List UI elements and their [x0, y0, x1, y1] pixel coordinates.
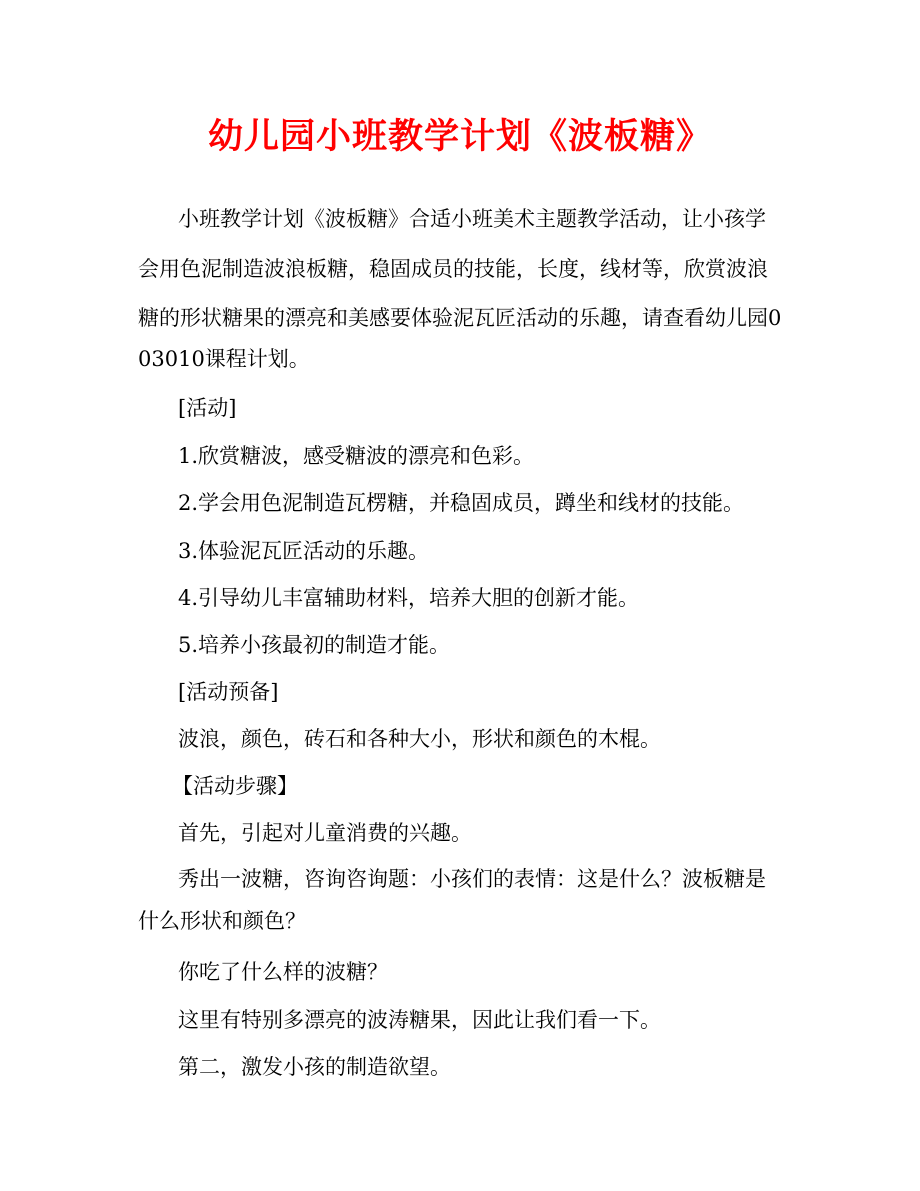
section-heading-prep: [活动预备] — [178, 680, 279, 704]
step-line-6: 第二，激发小孩的制造欲望。 — [178, 1055, 451, 1079]
section-heading-activity: [活动] — [178, 396, 237, 420]
step-line-2: 秀出一波糖，咨询咨询题：小孩们的表情：这是什么？波板糖是 — [178, 867, 766, 891]
intro-line-3: 糖的形状糖果的漂亮和美感要体验泥瓦匠活动的乐趣，请查看幼儿园0 — [138, 306, 782, 330]
goal-item-1: 1.欣赏糖波，感受糖波的漂亮和色彩。 — [178, 444, 535, 468]
goal-item-5: 5.培养小孩最初的制造才能。 — [178, 633, 451, 657]
step-line-4: 你吃了什么样的波糖？ — [178, 960, 388, 984]
document-title: 幼儿园小班教学计划《波板糖》 — [207, 116, 712, 157]
section-heading-steps: 【活动步骤】 — [172, 774, 298, 798]
goal-item-3: 3.体验泥瓦匠活动的乐趣。 — [178, 539, 430, 563]
step-line-1: 首先，引起对儿童消费的兴趣。 — [178, 821, 472, 845]
intro-line-2: 会用色泥制造波浪板糖，稳固成员的技能，长度，线材等，欣赏波浪 — [138, 257, 768, 281]
intro-line-1: 小班教学计划《波板糖》合适小班美术主题教学活动，让小孩学 — [178, 207, 766, 231]
goal-item-4: 4.引导幼儿丰富辅助材料，培养大胆的创新才能。 — [178, 586, 640, 610]
intro-line-4: 03010课程计划。 — [138, 347, 310, 371]
goal-item-2: 2.学会用色泥制造瓦楞糖，并稳固成员，蹲坐和线材的技能。 — [178, 491, 745, 515]
step-line-5: 这里有特别多漂亮的波涛糖果，因此让我们看一下。 — [178, 1008, 661, 1032]
prep-text: 波浪，颜色，砖石和各种大小，形状和颜色的木棍。 — [178, 727, 661, 751]
step-line-3: 什么形状和颜色？ — [138, 909, 306, 933]
